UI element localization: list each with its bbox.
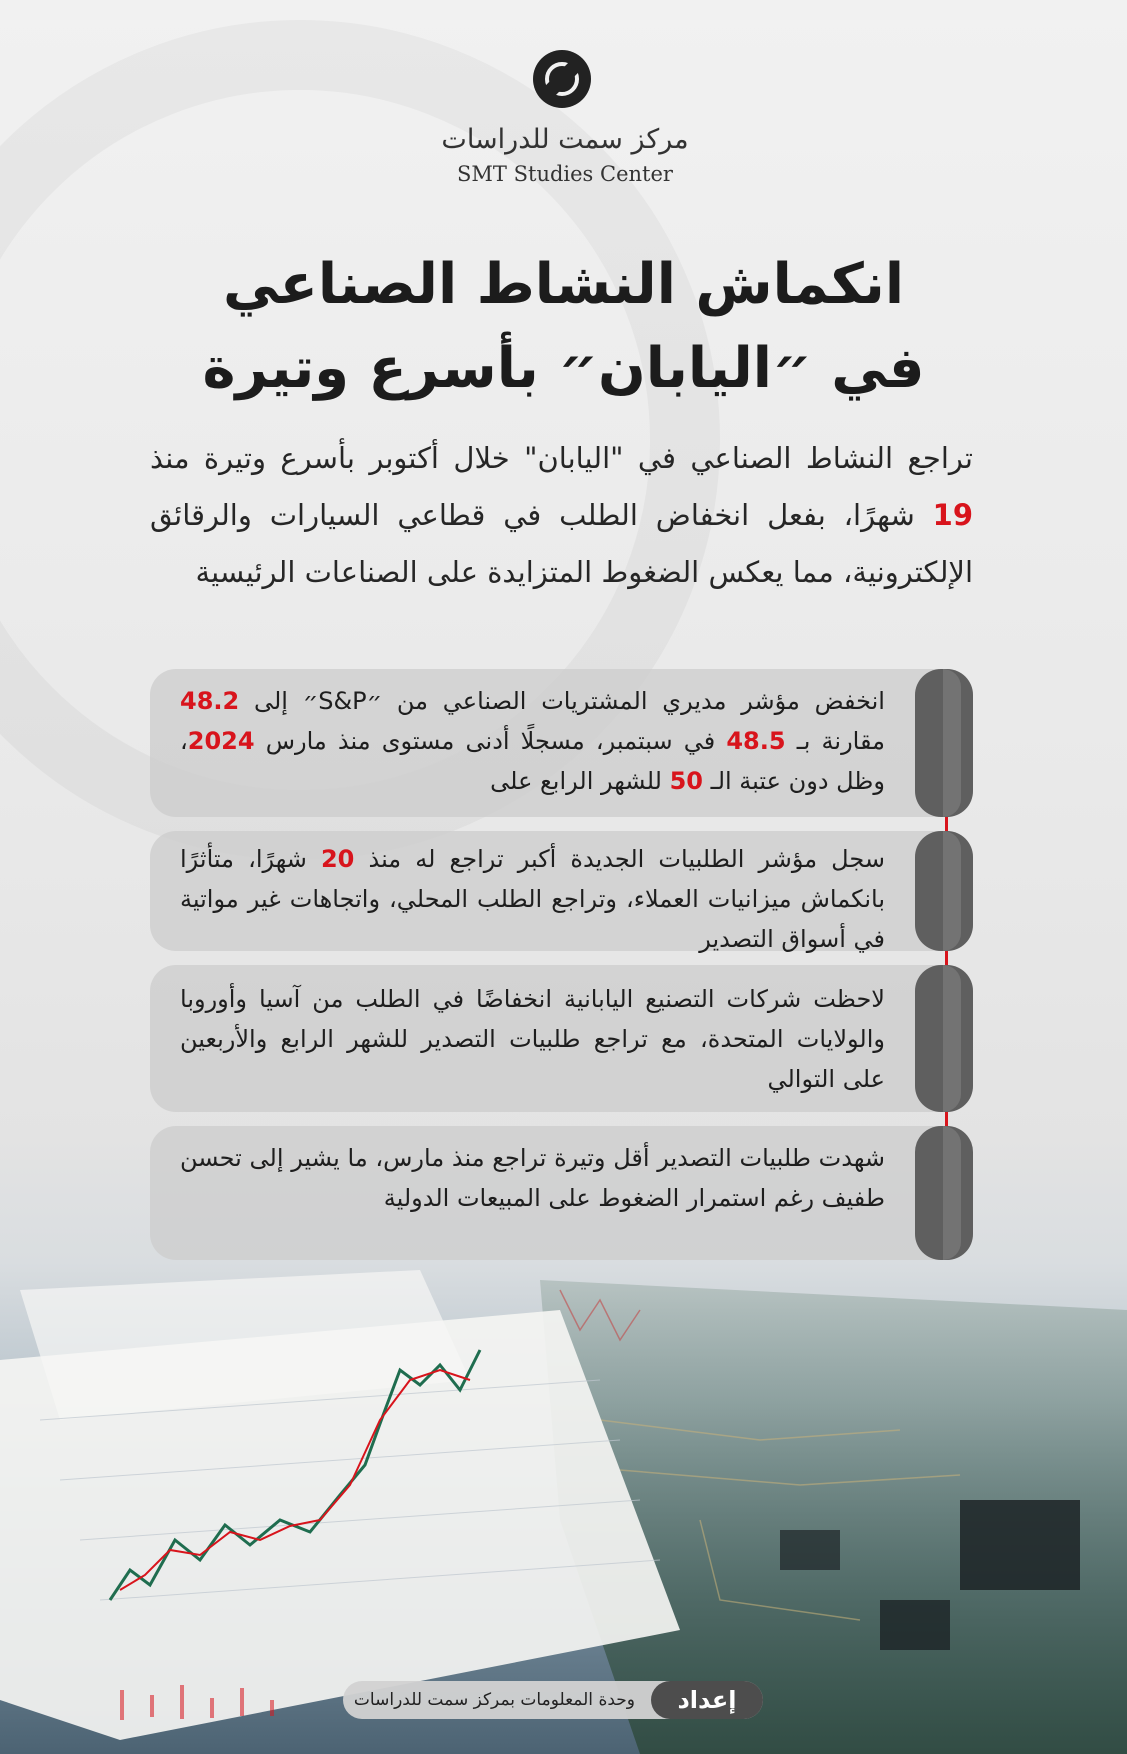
- intro-paragraph: [150, 430, 973, 601]
- intro-text-2: شهرًا، بفعل انخفاض الطلب في قطاعي السيارات والرقائق الإلكترونية، مما يعكس الضغوط المتزايدة على الصناعات الرئيسية: [150, 498, 973, 589]
- card-4-text: شهدت طلبيات التصدير أقل وتيرة تراجع منذ مارس، ما يشير إلى تحسن طفيف رغم استمرار الضغوط على المبيعات الدولية: [180, 1144, 885, 1212]
- smt-logo-icon: [533, 50, 591, 108]
- card-tab: [915, 669, 973, 817]
- card-1-text-2: مقارنة بـ: [796, 727, 885, 755]
- card-2-text-1: سجل مؤشر الطلبيات الجديدة أكبر تراجع له منذ: [368, 845, 885, 873]
- card-1-text-1: انخفض مؤشر مديري المشتريات الصناعي من ״S&P״ إلى: [253, 687, 885, 715]
- brand-name-english: SMT Studies Center: [457, 162, 673, 186]
- card-3-text: لاحظت شركات التصنيع اليابانية انخفاضًا في الطلب من آسيا وأوروبا والولايات المتحدة، مع تراجع طلبيات التصدير للشهر الرابع والأربعين على التوالي: [180, 985, 885, 1093]
- title-line-2: في ״اليابان״ بأسرع وتيرة: [202, 336, 925, 401]
- credit-text: وحدة المعلومات بمركز سمت للدراسات: [353, 1690, 635, 1710]
- card-tab: [915, 965, 973, 1112]
- credit-footer: [343, 1681, 763, 1719]
- card-tab: [915, 831, 973, 951]
- brand-name-arabic: مركز سمت للدراسات: [441, 124, 689, 155]
- card-1-number-2: 48.5: [726, 727, 786, 755]
- page-title: [110, 243, 1017, 411]
- card-text: [180, 839, 885, 959]
- card-connector-1: [945, 817, 948, 831]
- card-2-number-1: 20: [320, 845, 355, 873]
- card-1-number-3: 2024: [187, 727, 255, 755]
- card-1-number-4: 50: [669, 767, 704, 795]
- card-text: [180, 681, 885, 801]
- credit-label: إعداد: [651, 1681, 763, 1719]
- card-tab: [915, 1126, 973, 1260]
- intro-text-1: تراجع النشاط الصناعي في "اليابان" خلال أكتوبر بأسرع وتيرة منذ: [150, 441, 973, 475]
- fact-card-1: [150, 669, 973, 817]
- card-1-number-1: 48.2: [180, 687, 240, 715]
- fact-card-2: [150, 831, 973, 951]
- card-connector-2: [945, 951, 948, 965]
- intro-number: 19: [932, 498, 973, 532]
- card-1-text-4: ، وظل دون عتبة الـ: [180, 727, 885, 795]
- title-line-1: انكماش النشاط الصناعي: [222, 252, 905, 317]
- fact-card-4: [150, 1126, 973, 1260]
- card-connector-3: [945, 1112, 948, 1126]
- card-1-text-3: في سبتمبر، مسجلًا أدنى مستوى منذ مارس: [265, 727, 716, 755]
- card-1-text-5: للشهر الرابع على: [490, 767, 662, 795]
- fact-card-3: [150, 965, 973, 1112]
- card-2-text-2: شهرًا، متأثرًا بانكماش ميزانيات العملاء، وتراجع الطلب المحلي، واتجاهات غير مواتية في أسواق التصدير: [180, 845, 885, 953]
